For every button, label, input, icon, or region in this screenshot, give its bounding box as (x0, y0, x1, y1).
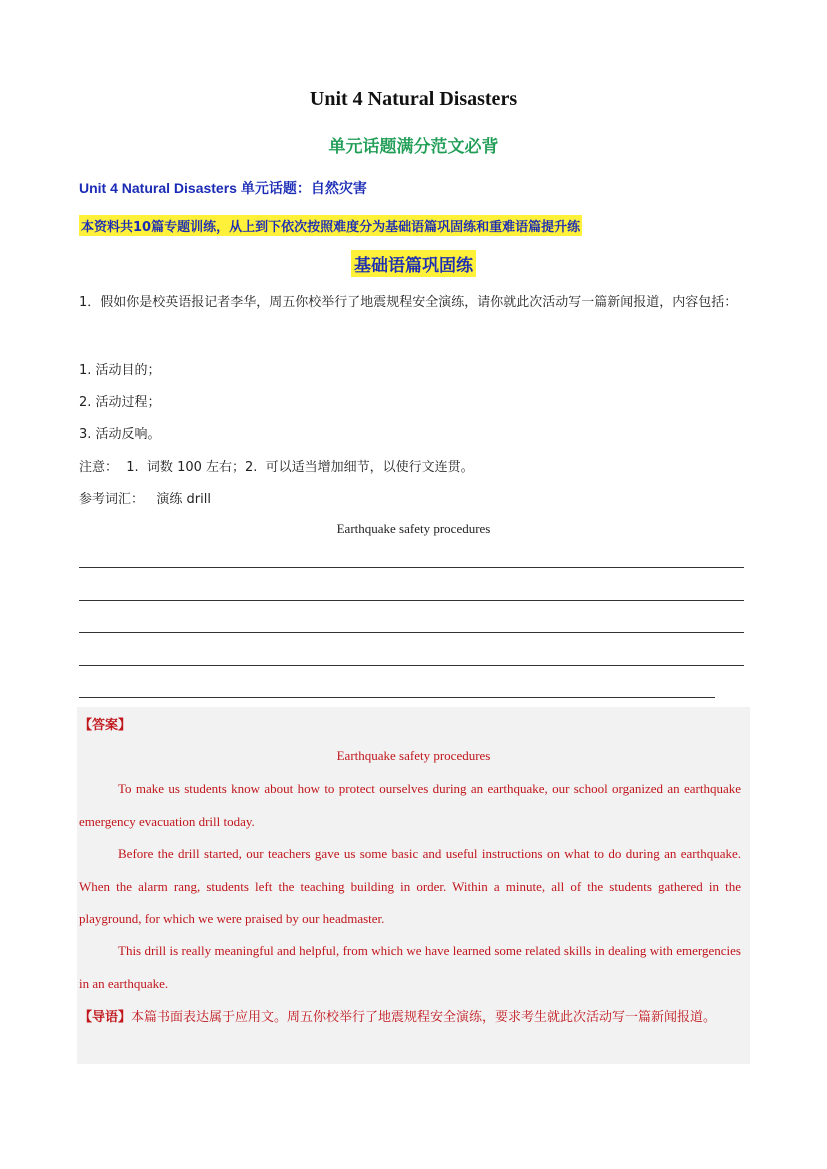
answer-paragraph: This drill is really meaningful and helpful, from which we have learned some related skills in dealing with emergencies in an earthquake. (79, 943, 741, 991)
guide-paragraph (79, 1002, 751, 1034)
writing-line (79, 665, 744, 666)
section-label: 基础语篇巩固练 (351, 250, 476, 277)
writing-line (79, 600, 744, 601)
question-point: 3. 活动反响。 (79, 427, 161, 442)
question-prompt: 1．假如你是校英语报记者李华，周五你校举行了地震规程安全演练，请你就此次活动写一篇新闻报道，内容包括： (79, 295, 738, 310)
answer-paragraph: To make us students know about how to protect ourselves during an earthquake, our school organized an earthquake emergency evacuation drill today. (79, 781, 741, 829)
question-vocab: 参考词汇： 演练 drill (79, 492, 211, 507)
writing-line (79, 567, 744, 568)
guide-text: 本篇书面表达属于应用文。周五你校举行了地震规程安全演练，要求考生就此次活动写一篇新闻报道。 (131, 1010, 717, 1025)
answer-paragraph: Before the drill started, our teachers gave us some basic and useful instructions on what to do during an earthquake. When the alarm rang, students left the teaching building in order. Within a minute, all of the students gathered in the playground, for which we were praised by our headmaster. (79, 846, 741, 926)
material-note: 本资料共10篇专题训练，从上到下依次按照难度分为基础语篇巩固练和重难语篇提升练 (79, 215, 582, 236)
topic-line: Unit 4 Natural Disasters 单元话题：自然灾害 (79, 180, 367, 196)
essay-title: Earthquake safety procedures (336, 521, 491, 536)
answer-title: Earthquake safety procedures (336, 748, 491, 763)
writing-line (79, 632, 744, 633)
answer-label: 【答案】 (79, 718, 132, 733)
question-point: 2. 活动过程； (79, 395, 161, 410)
question-notice: 注意： 1. 词数 100 左右；2. 可以适当增加细节，以使行文连贯。 (79, 460, 474, 475)
guide-label: 【导语】 (79, 1010, 132, 1025)
writing-line (79, 697, 715, 698)
question-point: 1. 活动目的； (79, 363, 161, 378)
unit-title: Unit 4 Natural Disasters (309, 88, 518, 110)
unit-subtitle: 单元话题满分范文必背 (328, 137, 499, 157)
section-heading (0, 250, 827, 277)
